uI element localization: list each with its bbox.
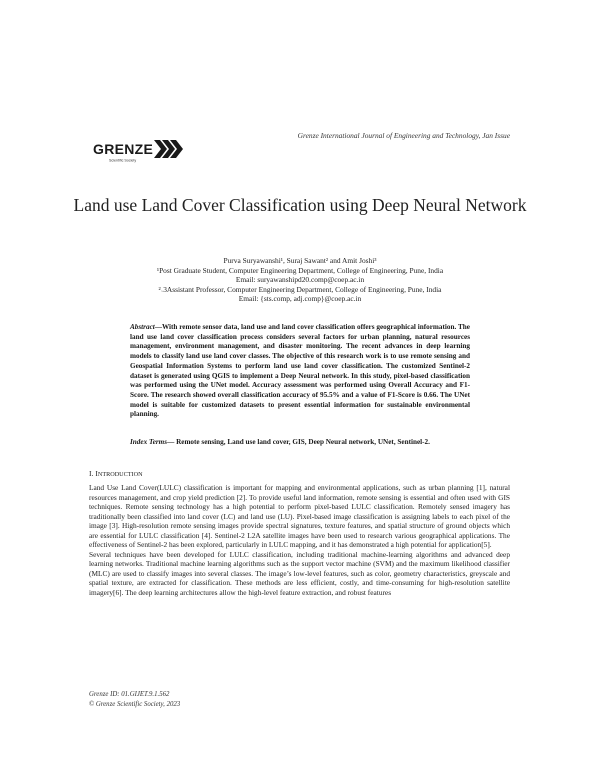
index-terms-text: — Remote sensing, Land use land cover, GIS, Deep Neural network, UNet, Sentinel-2. bbox=[167, 438, 430, 446]
logo-subtext: Scientific Society bbox=[109, 158, 137, 163]
paper-title: Land use Land Cover Classification using Deep Neural Network bbox=[73, 195, 527, 215]
section-rest: NTRODUCTION bbox=[97, 471, 143, 478]
abstract-label: Abstract bbox=[130, 323, 155, 331]
copyright: © Grenze Scientific Society, 2023 bbox=[89, 700, 181, 708]
logo-chevrons bbox=[154, 140, 183, 158]
grenze-logo bbox=[93, 132, 188, 166]
journal-header: Grenze International Journal of Engineering and Technology, Jan Issue bbox=[297, 131, 510, 140]
author-block bbox=[60, 256, 540, 304]
body-text bbox=[89, 483, 510, 597]
email-1: Email: suryawanshipd20.comp@coep.ac.in bbox=[235, 275, 365, 285]
section-first-letter: I bbox=[95, 469, 98, 478]
email-2: Email: {sts.comp, adj.comp}@coep.ac.in bbox=[238, 294, 362, 304]
abstract bbox=[130, 323, 470, 420]
abstract-text: —With remote sensor data, land use and land cover classification offers geographical information. The land use land cover classification process considers several factors for urban planning, natural resources management, environment management, and disaster monitoring. The recent advances in deep learning models to classify land use land cover classes. The objective of this research work is to use remote sensing and Geospatial Information Systems to perform land use land cover classification. The customized Sentinel-2 dataset is generated using QGIS to implement a Deep Neural network. In this study, pixel-based classification was performed using the UNet model. Accuracy assessment was performed using Overall Accuracy and F1-Score. The research showed overall classification accuracy of 95.5% and a value of F1-Score is 0.66. The UNet model is suitable for customized datasets to present essential information for sustainable environmental planning. bbox=[130, 323, 470, 419]
section-number: I. bbox=[89, 469, 94, 478]
affiliation-2: ²˒3Assistant Professor, Computer Engineering Department, College of Engineering, Pune, India bbox=[158, 284, 442, 294]
index-terms bbox=[130, 438, 470, 448]
paragraph-2: Several techniques have been developed for LULC classification, including traditional machine-learning algorithms and advanced deep learning networks. Traditional machine learning algorithms such as the support vector machine (SVM) and the maximum likelihood classifier (MLC) are used to classify images into several classes. The image’s low-level features, such as color, geometry characteristics, greyscale and spatial texture, are extracted for classification. These methods are less efficient, costly, and time-consuming for high-resolution satellite imagery[6]. The deep learning architectures allow the high-level feature extraction, and robust features bbox=[89, 549, 510, 597]
paragraph-1: Land Use Land Cover(LULC) classification is important for mapping and environmental applications, such as urban planning [1], natural resources management, and crop yield prediction [2]. To provide useful land information, remote sensing is essential and often used with GIS techniques. Remote sensing technology has a high potential to perform pixel-based LULC classification. Remotely sensed imagery has traditionally been classified into land cover (LC) and land use (LU). Pixel-based image classification is assigning labels to each pixel of the image [3]. High-resolution remote sensing images provide spectral signatures, texture features, and spatial structure of ground objects which are essential for LULC classification [4]. Sentinel-2 L2A satellite images have been used to research various geographical applications. The effectiveness of Sentinel-2 has been explored, particularly in LULC mapping, and it has demonstrated a high potential for application[5]. bbox=[89, 483, 510, 549]
section-heading bbox=[89, 469, 143, 478]
index-terms-label: Index Terms bbox=[130, 438, 168, 446]
affiliation-1: ¹Post Graduate Student, Computer Engineering Department, College of Engineering, Pune, India bbox=[156, 265, 444, 275]
grenze-id: Grenze ID: 01.GIJET.9.1.562 bbox=[89, 691, 170, 698]
grenze-logo-graphic bbox=[93, 132, 188, 166]
author-names: Purva Suryawanshi¹, Suraj Sawant² and Amit Joshi³ bbox=[223, 256, 377, 265]
logo-text: GRENZE bbox=[93, 141, 154, 157]
footer bbox=[89, 690, 180, 709]
